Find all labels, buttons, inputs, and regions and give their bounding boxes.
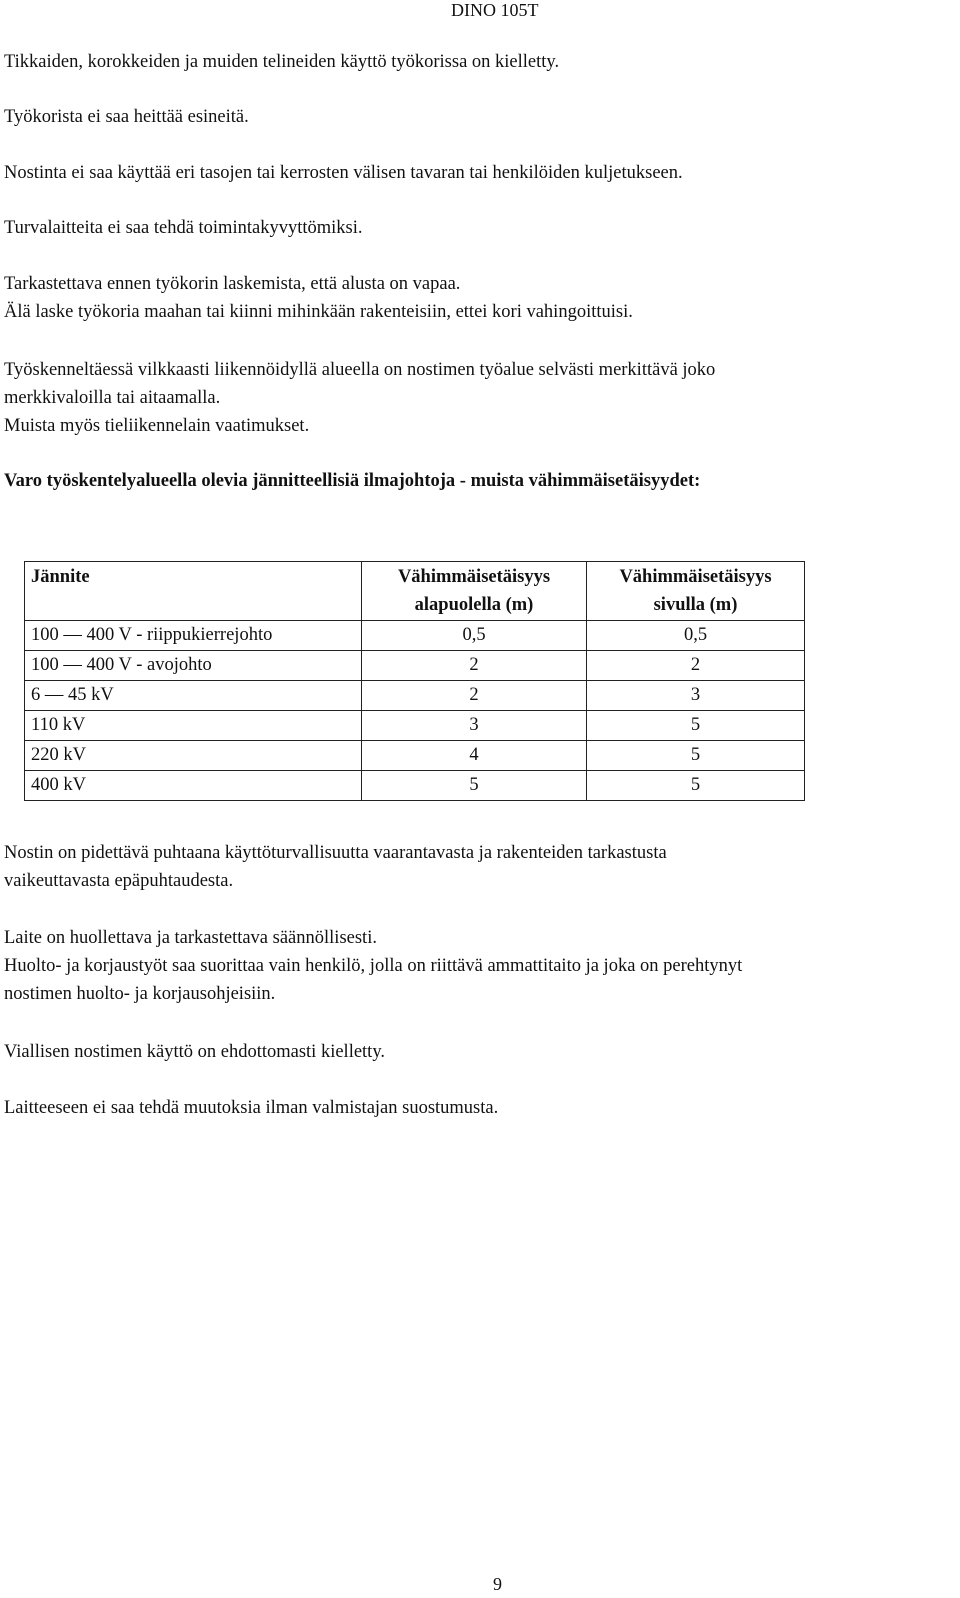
paragraph-cleanliness [4,839,944,895]
header-label: sivulla (m) [653,595,738,615]
table-header-row [25,562,805,621]
paragraph-safety-devices [4,214,944,242]
table-row [25,741,805,771]
table-row [25,621,805,651]
power-line-warning [4,467,944,495]
cell-voltage: 110 kV [25,711,362,741]
table-row [25,681,805,711]
paragraph-traffic-area [4,356,944,440]
text-line: Laitteeseen ei saa tehdä muutoksia ilman valmistajan suostumusta. [4,1098,499,1118]
header-label: Vähimmäisetäisyys [397,567,551,587]
text-line: Työskenneltäessä vilkkaasti liikennöidyllä alueella on nostimen työalue selvästi merkittävä joko [4,360,716,380]
cell-below: 2 [362,651,587,681]
cell-below: 0,5 [362,621,587,651]
text-line: nostimen huolto- ja korjausohjeisiin. [4,984,276,1004]
cell-side: 2 [587,651,805,681]
cell-voltage: 220 kV [25,741,362,771]
cell-voltage: 100 — 400 V - riippukierrejohto [25,621,362,651]
text-line: Nostin on pidettävä puhtaana käyttöturvallisuutta vaarantavasta ja rakenteiden tarkastusta [4,843,667,863]
cell-side: 5 [587,711,805,741]
cell-below: 3 [362,711,587,741]
paragraph-faulty-use [4,1038,944,1066]
text-line: Työkorista ei saa heittää esineitä. [4,107,249,127]
text-line: Tarkastettava ennen työkorin laskemista, että alusta on vapaa. [4,274,461,294]
text-line: merkkivaloilla tai aitaamalla. [4,388,221,408]
page-number: 9 [493,1574,502,1594]
text-line: Älä laske työkoria maahan tai kiinni mihinkään rakenteisiin, ettei kori vahingoittuisi. [4,302,633,322]
cell-side: 5 [587,741,805,771]
text-line: Nostinta ei saa käyttää eri tasojen tai kerrosten välisen tavaran tai henkilöiden kuljetukseen. [4,163,683,183]
paragraph-modifications [4,1094,944,1122]
header-voltage [25,562,362,621]
header-distance-side [587,562,805,621]
table-row [25,711,805,741]
text-line: Viallisen nostimen käyttö on ehdottomasti kielletty. [4,1042,385,1062]
text-line: Tikkaiden, korokkeiden ja muiden telineiden käyttö työkorissa on kielletty. [4,52,560,72]
paragraph-transport [4,159,944,187]
header-distance-below [362,562,587,621]
text-line: Laite on huollettava ja tarkastettava säännöllisesti. [4,928,377,948]
cell-below: 2 [362,681,587,711]
header-label: alapuolella (m) [414,595,534,615]
cell-voltage: 6 — 45 kV [25,681,362,711]
header-label: Vähimmäisetäisyys [619,567,772,587]
document-code: DINO 105T [451,0,539,20]
cell-side: 5 [587,771,805,801]
text-line: Huolto- ja korjaustyöt saa suorittaa vain henkilö, jolla on riittävä ammattitaito ja joka on perehtynyt [4,956,743,976]
paragraph-lowering [4,270,944,326]
table-row [25,771,805,801]
cell-voltage: 400 kV [25,771,362,801]
minimum-distance-table [24,561,805,801]
cell-voltage: 100 — 400 V - avojohto [25,651,362,681]
text-line: Varo työskentelyalueella olevia jännitteellisiä ilmajohtoja - muista vähimmäisetäisyydet: [4,471,701,491]
table-row [25,651,805,681]
text-line: vaikeuttavasta epäpuhtaudesta. [4,871,234,891]
cell-below: 5 [362,771,587,801]
cell-below: 4 [362,741,587,771]
paragraph-throwing [4,103,944,131]
paragraph-ladders [4,48,944,76]
cell-side: 0,5 [587,621,805,651]
header-label: Jännite [31,567,90,587]
text-line: Turvalaitteita ei saa tehdä toimintakyvyttömiksi. [4,218,363,238]
text-line: Muista myös tieliikennelain vaatimukset. [4,416,310,436]
cell-side: 3 [587,681,805,711]
paragraph-maintenance [4,924,944,1008]
